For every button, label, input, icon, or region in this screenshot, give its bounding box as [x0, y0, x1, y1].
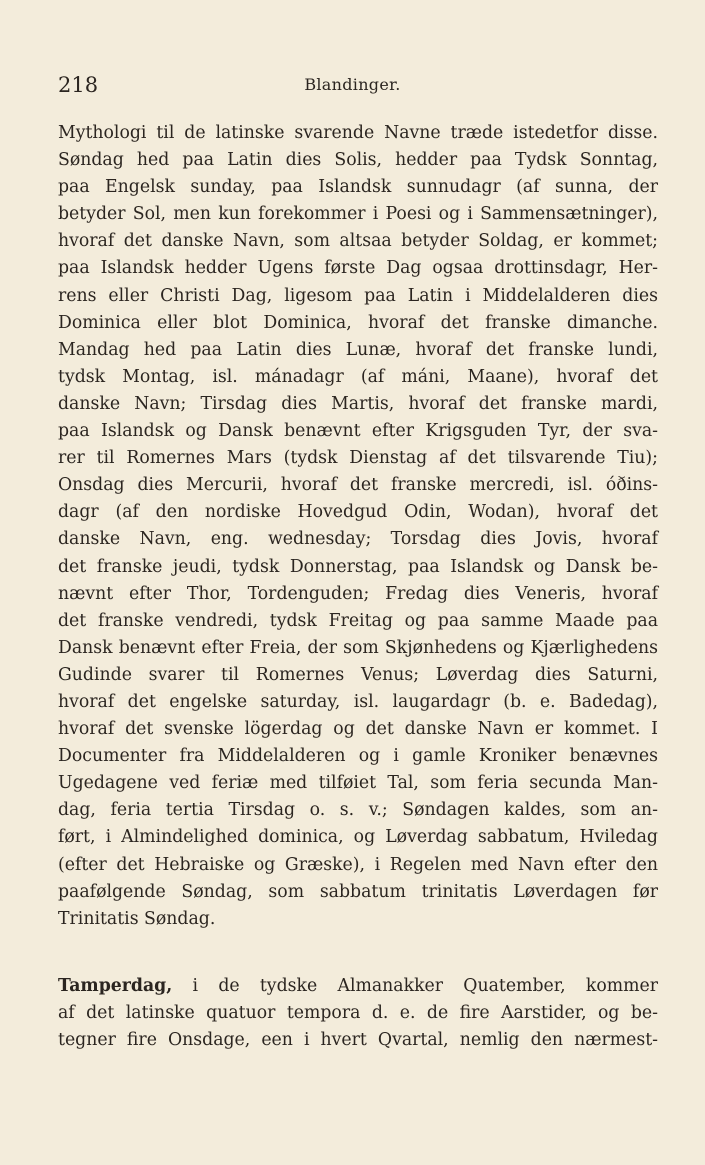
paragraph-weekdays [58, 120, 658, 933]
text-line: rer til Romernes Mars (tydsk Dienstag af det tilsvarende Tiu); [58, 448, 658, 469]
text-line: ført, i Almindelighed dominica, og Løverdag sabbatum, Hviledag [58, 827, 658, 848]
text-line: Mandag hed paa Latin dies Lunæ, hvoraf det franske lundi, [58, 339, 658, 360]
text-line: Trinitatis Søndag. [58, 908, 216, 929]
text-line: tegner fire Onsdage, een i hvert Qvartal, nemlig den nærmest- [58, 1030, 658, 1050]
body-text [58, 120, 658, 1054]
text-line: tydsk Montag, isl. mánadagr (af máni, Maane), hvoraf det [58, 366, 658, 387]
text-line: det franske vendredi, tydsk Freitag og paa samme Maade paa [58, 610, 658, 631]
text-line: nævnt efter Thor, Tordenguden; Fredag dies Veneris, hvoraf [58, 583, 658, 604]
text-line: hvoraf det engelske saturday, isl. laugardagr (b. e. Badedag), [58, 691, 658, 712]
text-line: Dansk benævnt efter Freia, der som Skjønhedens og Kjærlighedens [58, 637, 658, 658]
text-line: paa Islandsk og Dansk benævnt efter Krigsguden Tyr, der sva- [58, 421, 658, 442]
paragraph-tamperdag [58, 973, 658, 1054]
text-line: Mythologi til de latinske svarende Navne træde istedetfor disse. [58, 123, 658, 143]
text-line: (efter det Hebraiske og Græske), i Regelen med Navn efter den [58, 854, 658, 875]
text-line: hvoraf det svenske lögerdag og det danske Navn er kommet. I [58, 719, 658, 740]
text-line: Ugedagene ved feriæ med tilføiet Tal, som feria secunda Man- [58, 773, 658, 794]
page-number: 218 [58, 73, 99, 97]
paragraph-gap [58, 933, 658, 973]
running-title: Blandinger. [304, 75, 401, 94]
text-line: danske Navn, eng. wednesday; Torsdag dies Jovis, hvoraf [58, 529, 658, 550]
text-line: paa Islandsk hedder Ugens første Dag ogsaa drottinsdagr, Her- [58, 258, 658, 279]
text-line: Gudinde svarer til Romernes Venus; Løverdag dies Saturni, [58, 664, 658, 685]
text-line: Documenter fra Middelalderen og i gamle Kroniker benævnes [58, 746, 658, 767]
text-line: danske Navn; Tirsdag dies Martis, hvoraf det franske mardi, [58, 393, 658, 414]
text-line: Søndag hed paa Latin dies Solis, hedder paa Tydsk Sonntag, [58, 150, 658, 171]
text-line: hvoraf det danske Navn, som altsaa betyder Soldag, er kommet; [58, 231, 658, 252]
text-line: dag, feria tertia Tirsdag o. s. v.; Søndagen kaldes, som an- [58, 800, 658, 821]
text-line: det franske jeudi, tydsk Donnerstag, paa Islandsk og Dansk be- [58, 556, 658, 577]
text-line: Dominica eller blot Dominica, hvoraf det franske dimanche. [58, 312, 658, 333]
text-line: Onsdag dies Mercurii, hvoraf det franske mercredi, isl. óðins- [58, 475, 658, 496]
text-line-rest: i de tydske Almanakker Quatember, kommer [172, 975, 658, 996]
text-line: betyder Sol, men kun forekommer i Poesi og i Sammensætninger), [58, 204, 658, 225]
text-line: paa Engelsk sunday, paa Islandsk sunnudagr (af sunna, der [58, 177, 658, 198]
headword: Tamperdag, [58, 975, 173, 996]
text-line: af det latinske quatuor tempora d. e. de fire Aarstider, og be- [58, 1002, 658, 1023]
text-line [58, 973, 658, 1000]
text-line: rens eller Christi Dag, ligesom paa Latin i Middelalderen dies [58, 285, 658, 306]
text-line: paafølgende Søndag, som sabbatum trinitatis Løverdagen før [58, 881, 658, 902]
text-line: dagr (af den nordiske Hovedgud Odin, Wodan), hvoraf det [58, 502, 658, 523]
